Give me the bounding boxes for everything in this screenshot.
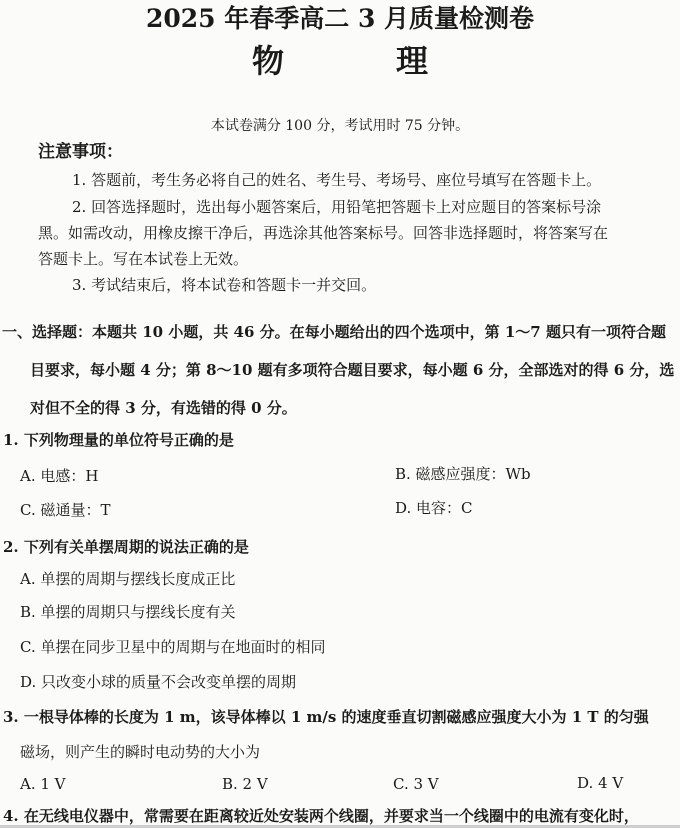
question-3-stem: 3. 一根导体棒的长度为 1 m，该导体棒以 1 m/s 的速度垂直切割磁感应强度大小为 1 T 的匀强 (3, 708, 649, 726)
notice-line: 黑。如需改动，用橡皮擦干净后，再选涂其他答案标号。回答非选择题时，将答案写在 (38, 224, 609, 242)
question-2-option-a: A. 单摆的周期与摆线长度成正比 (20, 570, 236, 588)
question-2-option-c: C. 单摆在同步卫星中的周期与在地面时的相同 (20, 638, 326, 656)
notice-line: 答题卡上。写在本试卷上无效。 (38, 250, 249, 268)
question-3-option-c: C. 3 V (393, 775, 439, 793)
question-1-option-b: B. 磁感应强度：Wb (395, 465, 531, 483)
question-3-stem: 磁场，则产生的瞬时电动势的大小为 (20, 743, 261, 761)
question-3-option-a: A. 1 V (20, 775, 66, 793)
question-2-stem: 2. 下列有关单摆周期的说法正确的是 (3, 538, 249, 556)
section-instructions: 对但不全的得 3 分，有选错的得 0 分。 (30, 399, 297, 417)
exam-info: 本试卷满分 100 分，考试用时 75 分钟。 (210, 118, 470, 134)
notice-line: 2. 回答选择题时，选出每小题答案后，用铅笔把答题卡上对应题目的答案标号涂 (72, 198, 602, 216)
question-2-option-d: D. 只改变小球的质量不会改变单摆的周期 (20, 673, 297, 691)
section-instructions: 一、选择题：本题共 10 小题，共 46 分。在每小题给出的四个选项中，第 1～7 题只有一项符合题 (2, 323, 666, 341)
question-1-option-a: A. 电感：H (20, 467, 99, 485)
exam-title: 2025 年春季高二 3 月质量检测卷 (145, 4, 535, 33)
notice-line: 3. 考试结束后，将本试卷和答题卡一并交回。 (72, 276, 377, 294)
section-instructions: 目要求，每小题 4 分；第 8～10 题有多项符合题目要求，每小题 6 分，全部选对的得 6 分，选 (30, 361, 675, 379)
notice-heading: 注意事项： (38, 142, 123, 162)
question-2-option-b: B. 单摆的周期只与摆线长度有关 (20, 603, 236, 621)
question-3-option-b: B. 2 V (222, 775, 268, 793)
notice-line: 1. 答题前，考生务必将自己的姓名、考生号、考场号、座位号填写在答题卡上。 (72, 171, 602, 189)
question-1-option-d: D. 电容：C (395, 499, 473, 517)
question-4-stem: 4. 在无线电仪器中，常需要在距离较近处安装两个线圈，并要求当一个线圈中的电流有变化时， (3, 807, 639, 825)
question-1-option-c: C. 磁通量：T (20, 501, 111, 519)
question-1-stem: 1. 下列物理量的单位符号正确的是 (3, 431, 234, 449)
subject-title: 物 理 (251, 42, 468, 80)
question-3-option-d: D. 4 V (577, 774, 624, 792)
